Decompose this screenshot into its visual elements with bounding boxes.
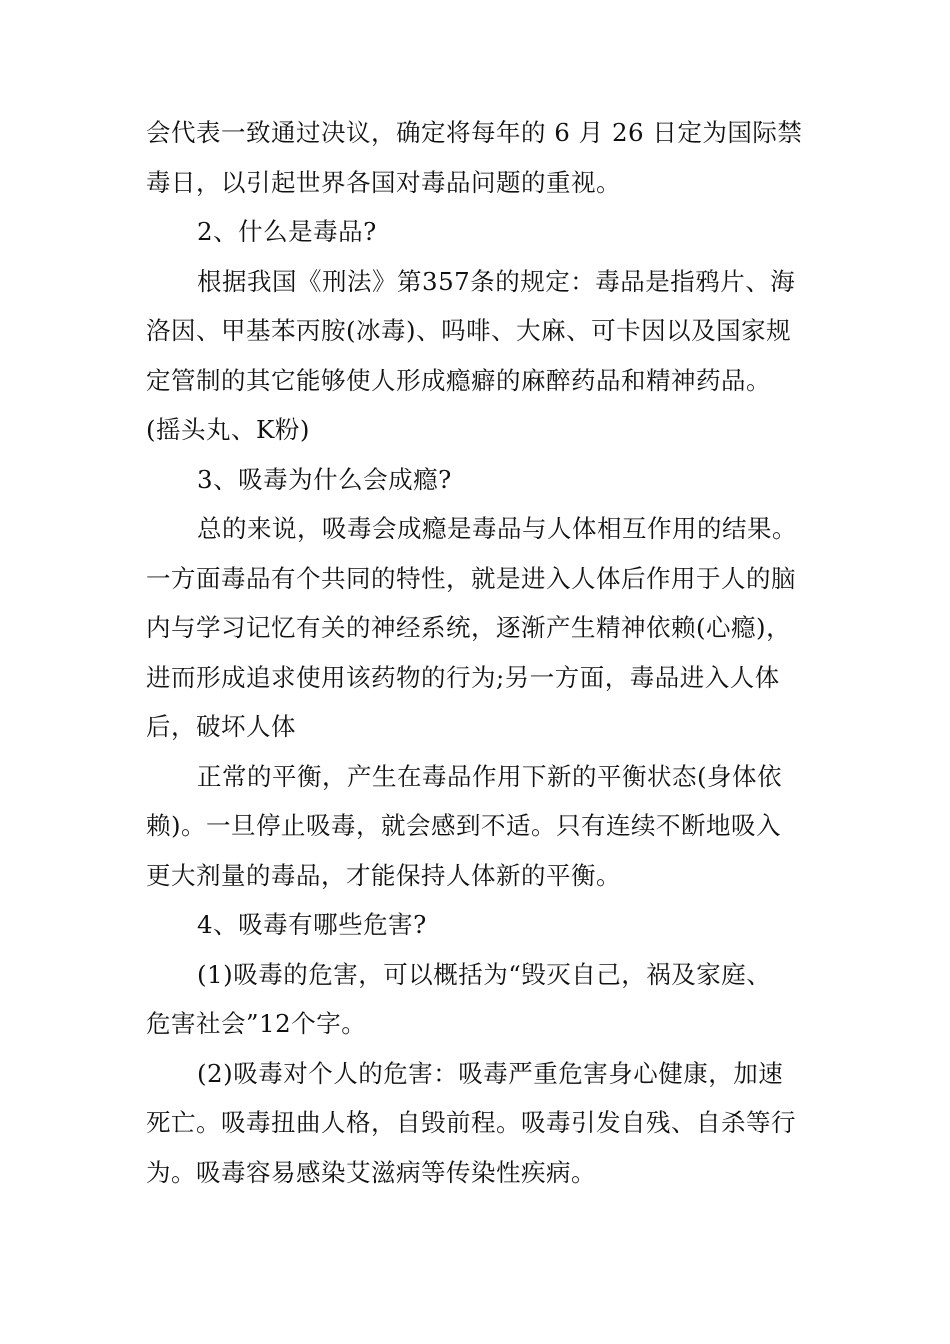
text-line-18: (1)吸毒的危害，可以概括为“毁灭自己，祸及家庭、: [197, 959, 772, 989]
text-line-16: 更大剂量的毒品，才能保持人体新的平衡。: [146, 860, 621, 890]
text-line-15: 赖)。一旦停止吸毒，就会感到不适。只有连续不断地吸入: [146, 811, 782, 840]
section-heading-4: 4、吸毒有哪些危害?: [197, 910, 427, 939]
section-heading-3: 3、吸毒为什么会成瘾?: [197, 464, 452, 494]
text-line-22: 为。吸毒容易感染艾滋病等传染性疾病。: [146, 1157, 596, 1187]
text-line-12: 进而形成追求使用该药物的行为;另一方面，毒品进入人体: [146, 662, 780, 692]
text-line-11: 内与学习记忆有关的神经系统，逐渐产生精神依赖(心瘾)，: [146, 613, 792, 642]
text-line-21: 死亡。吸毒扭曲人格，自毁前程。吸毒引发自残、自杀等行: [146, 1108, 796, 1137]
text-line-7: (摇头丸、K粉): [146, 415, 310, 444]
text-line-20: (2)吸毒对个人的危害：吸毒严重危害身心健康，加速: [197, 1058, 784, 1088]
text-line-2: 毒日，以引起世界各国对毒品问题的重视。: [146, 167, 621, 197]
text-line-1: 会代表一致通过决议，确定将每年的 6 月 26 日定为国际禁: [146, 118, 803, 147]
section-heading-2: 2、什么是毒品?: [197, 217, 377, 246]
text-line-14: 正常的平衡，产生在毒品作用下新的平衡状态(身体依: [197, 761, 783, 791]
text-line-4: 根据我国《刑法》第357条的规定：毒品是指鸦片、海: [197, 266, 796, 296]
text-line-10: 一方面毒品有个共同的特性，就是进入人体后作用于人的脑: [146, 563, 796, 593]
text-line-19: 危害社会”12个字。: [146, 1009, 367, 1038]
text-line-13: 后，破坏人体: [146, 712, 296, 741]
text-line-5: 洛因、甲基苯丙胺(冰毒)、吗啡、大麻、可卡因以及国家规: [146, 316, 792, 345]
document-body: [146, 108, 811, 1197]
text-line-6: 定管制的其它能够使人形成瘾癖的麻醉药品和精神药品。: [146, 365, 771, 395]
text-line-9: 总的来说，吸毒会成瘾是毒品与人体相互作用的结果。: [197, 514, 797, 543]
